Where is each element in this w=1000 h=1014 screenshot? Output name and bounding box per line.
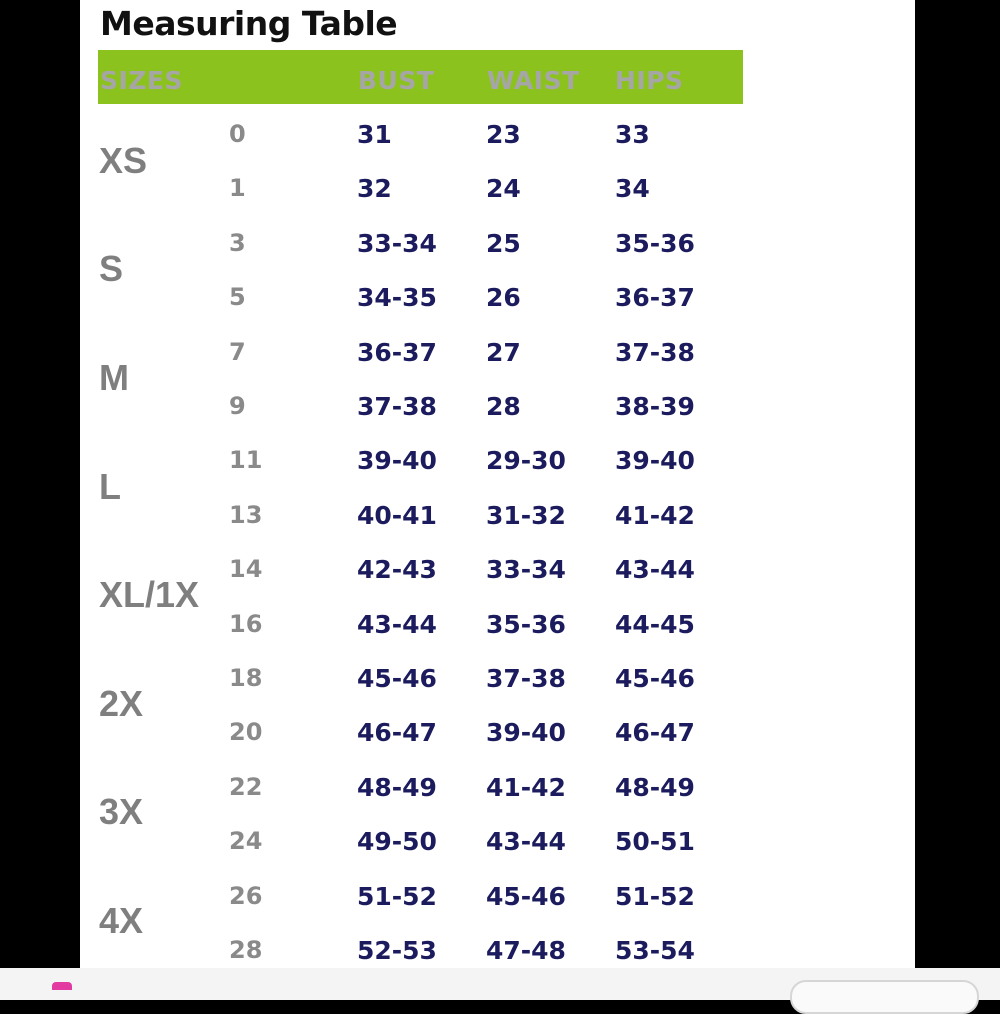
size-number: 1 xyxy=(229,174,246,202)
size-group-label: S xyxy=(99,248,124,289)
bust-value: 52-53 xyxy=(357,936,437,965)
table-row xyxy=(0,827,1000,867)
header-hips: HIPS xyxy=(615,66,684,95)
size-group-label: M xyxy=(99,357,129,398)
hips-value: 48-49 xyxy=(615,773,695,802)
hips-value: 51-52 xyxy=(615,882,695,911)
size-group-label: L xyxy=(99,466,121,507)
waist-value: 24 xyxy=(486,174,521,203)
waist-value: 47-48 xyxy=(486,936,566,965)
table-row xyxy=(0,718,1000,758)
bust-value: 33-34 xyxy=(357,229,437,258)
table-row xyxy=(0,283,1000,323)
bust-value: 45-46 xyxy=(357,664,437,693)
hips-value: 44-45 xyxy=(615,610,695,639)
size-number: 5 xyxy=(229,283,246,311)
size-number: 11 xyxy=(229,446,263,474)
table-row xyxy=(0,392,1000,432)
waist-value: 31-32 xyxy=(486,501,566,530)
hips-value: 36-37 xyxy=(615,283,695,312)
bust-value: 48-49 xyxy=(357,773,437,802)
pink-logo-icon xyxy=(52,982,72,990)
page-title: Measuring Table xyxy=(100,4,398,43)
waist-value: 45-46 xyxy=(486,882,566,911)
waist-value: 39-40 xyxy=(486,718,566,747)
bust-value: 42-43 xyxy=(357,555,437,584)
hips-value: 53-54 xyxy=(615,936,695,965)
hips-value: 38-39 xyxy=(615,392,695,421)
size-number: 13 xyxy=(229,501,263,529)
hips-value: 37-38 xyxy=(615,338,695,367)
bust-value: 39-40 xyxy=(357,446,437,475)
table-row xyxy=(0,446,1000,486)
size-number: 16 xyxy=(229,610,263,638)
bust-value: 36-37 xyxy=(357,338,437,367)
size-number: 26 xyxy=(229,882,263,910)
size-number: 7 xyxy=(229,338,246,366)
waist-value: 41-42 xyxy=(486,773,566,802)
bust-value: 46-47 xyxy=(357,718,437,747)
header-sizes: SIZES xyxy=(100,66,184,95)
header-bust: BUST xyxy=(358,66,435,95)
bust-value: 32 xyxy=(357,174,392,203)
size-number: 18 xyxy=(229,664,263,692)
size-number: 24 xyxy=(229,827,263,855)
waist-value: 37-38 xyxy=(486,664,566,693)
bust-value: 51-52 xyxy=(357,882,437,911)
size-group-label: 4X xyxy=(99,900,144,941)
waist-value: 28 xyxy=(486,392,521,421)
bottom-pill-button[interactable] xyxy=(790,980,979,1014)
size-number: 20 xyxy=(229,718,263,746)
hips-value: 33 xyxy=(615,120,650,149)
hips-value: 39-40 xyxy=(615,446,695,475)
table-row xyxy=(0,120,1000,160)
bust-value: 37-38 xyxy=(357,392,437,421)
waist-value: 23 xyxy=(486,120,521,149)
size-group-label: XS xyxy=(99,140,148,181)
size-number: 0 xyxy=(229,120,246,148)
hips-value: 41-42 xyxy=(615,501,695,530)
table-row xyxy=(0,338,1000,378)
table-row xyxy=(0,882,1000,922)
waist-value: 27 xyxy=(486,338,521,367)
waist-value: 33-34 xyxy=(486,555,566,584)
waist-value: 25 xyxy=(486,229,521,258)
size-group-label: 3X xyxy=(99,791,144,832)
bust-value: 49-50 xyxy=(357,827,437,856)
hips-value: 34 xyxy=(615,174,650,203)
table-row xyxy=(0,501,1000,541)
table-row xyxy=(0,664,1000,704)
bust-value: 34-35 xyxy=(357,283,437,312)
size-number: 22 xyxy=(229,773,263,801)
size-number: 28 xyxy=(229,936,263,964)
bust-value: 43-44 xyxy=(357,610,437,639)
size-group-label: 2X xyxy=(99,683,144,724)
waist-value: 43-44 xyxy=(486,827,566,856)
hips-value: 46-47 xyxy=(615,718,695,747)
table-row xyxy=(0,555,1000,595)
waist-value: 35-36 xyxy=(486,610,566,639)
bust-value: 31 xyxy=(357,120,392,149)
table-row xyxy=(0,229,1000,269)
hips-value: 50-51 xyxy=(615,827,695,856)
size-number: 14 xyxy=(229,555,263,583)
size-number: 3 xyxy=(229,229,246,257)
header-waist: WAIST xyxy=(487,66,580,95)
hips-value: 43-44 xyxy=(615,555,695,584)
hips-value: 45-46 xyxy=(615,664,695,693)
hips-value: 35-36 xyxy=(615,229,695,258)
waist-value: 29-30 xyxy=(486,446,566,475)
waist-value: 26 xyxy=(486,283,521,312)
size-number: 9 xyxy=(229,392,246,420)
table-row xyxy=(0,773,1000,813)
table-row xyxy=(0,174,1000,214)
size-group-label: XL/1X xyxy=(99,574,200,615)
bust-value: 40-41 xyxy=(357,501,437,530)
table-row xyxy=(0,610,1000,650)
